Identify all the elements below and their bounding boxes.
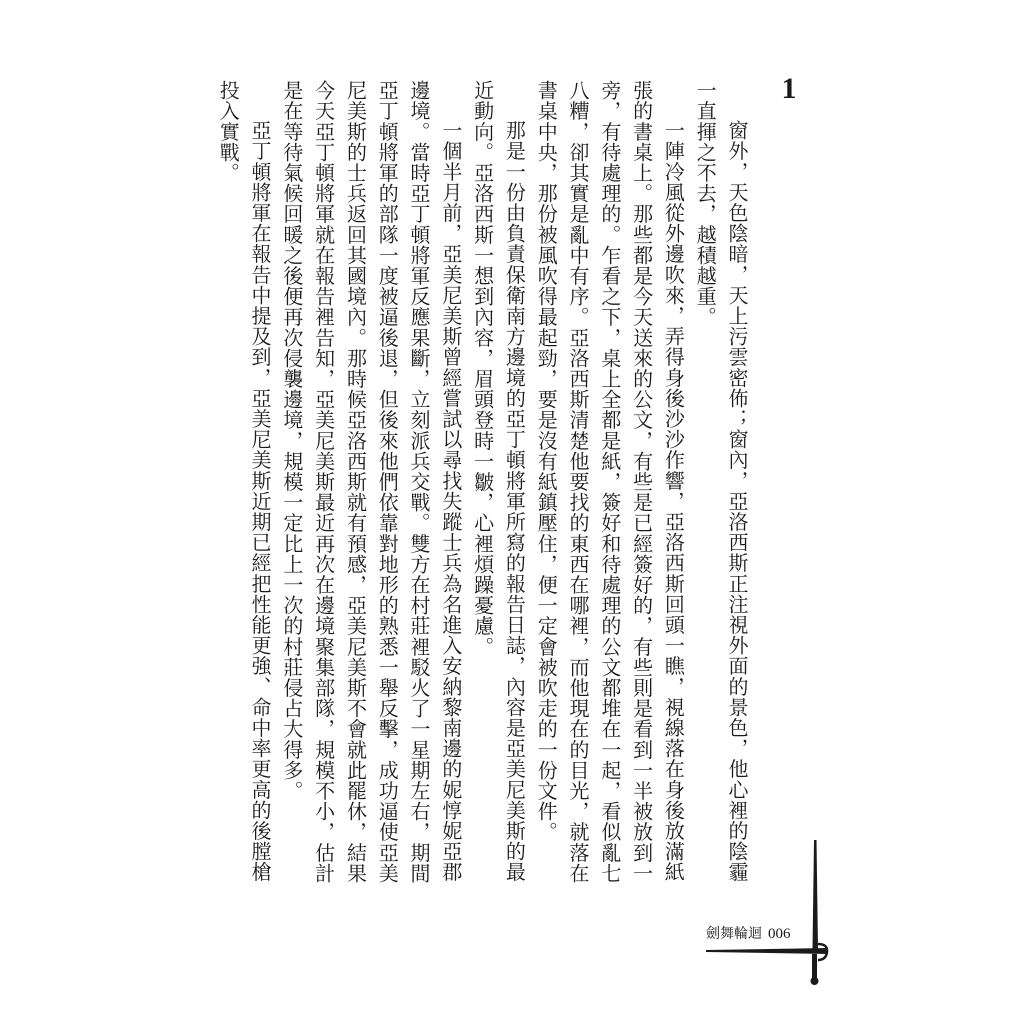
vertical-text-body <box>216 80 752 900</box>
sword-icon <box>700 840 840 990</box>
paragraph-2: 一陣冷風從外邊吹來，弄得身後沙沙作響，亞洛西斯回頭一瞧，視線落在身後放滿紙張的書桌上。那些都是今天送來的公文，有些是已經簽好的，有些則是看到一半被放到一旁，有待處理的。乍看之下，桌上全都是紙，簽好和待處理的公文都堆在一起，看似亂七八糟，卻其實是亂中有序。亞洛西斯清楚他要找的東西在哪裡，而他現在的目光，就落在書桌中央，那份被風吹得最起勁，要是沒有紙鎮壓住，便一定會被吹走的一份文件。 <box>534 80 686 884</box>
page-number: 006 <box>768 926 791 942</box>
paragraph-3: 那是一份由負責保衛南方邊境的亞丁頓將軍所寫的報告日誌，內容是亞美尼美斯的最近動向。亞洛西斯一想到內容，眉頭登時一皺，心裡煩躁憂慮。 <box>470 80 527 883</box>
paragraph-5: 亞丁頓將軍在報告中提及到，亞美尼美斯近期已經把性能更強、命中率更高的後膛槍投入實戰。 <box>216 80 273 883</box>
chapter-number: 1 <box>781 72 797 105</box>
paragraph-1: 窗外，天色陰暗，天上污雲密佈；窗內，亞洛西斯正注視外面的景色，他心裡的陰霾一直揮之不去，越積越重。 <box>693 80 749 883</box>
book-title: 劍舞輪迴 <box>706 926 762 942</box>
paragraph-4: 一個半月前，亞美尼美斯曾經嘗試以尋找失蹤士兵為名進入安納黎南邊的妮惇妮亞郡邊境。當時亞丁頓將軍反應果斷，立刻派兵交戰。雙方在村莊裡駁火了一星期左右，期間亞丁頓將軍的部隊一度被逼後退，但後來他們依靠對地形的熟悉一舉反擊，成功逼使亞美尼美斯的士兵返回其國境內。那時候亞洛西斯就有預感，亞美尼美斯不會就此罷休，結果今天亞丁頓將軍就在報告裡告知，亞美尼美斯最近再次在邊境聚集部隊，規模不小，估計是在等待氣候回暖之後便再次侵襲邊境，規模一定比上一次的村莊侵占大得多。 <box>279 80 463 884</box>
